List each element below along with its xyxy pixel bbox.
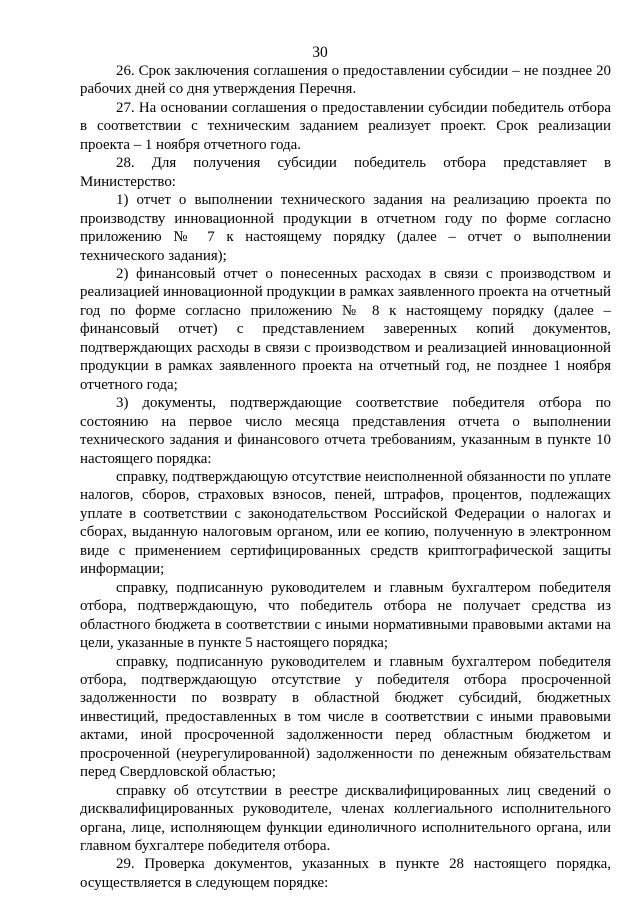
paragraph-28-item-2: 2) финансовый отчет о понесенных расходах в связи с производством и реализацией инновационной продукции в рамках заявленного проекта на отчетный год по форме согласно приложению № 8 к настоящему порядку (далее – финансовый отчет) с представлением заверенных копий документов, подтверждающих расходы в связи с производством и реализацией инновационной продукции в рамках заявленного проекта на отчетный год, не позднее 1 ноября отчетного года; bbox=[80, 265, 611, 393]
paragraph-tax-certificate: справку, подтверждающую отсутствие неисполненной обязанности по уплате налогов, сборов, страховых взносов, пеней, штрафов, процентов, подлежащих уплате в соответствии с законодательством Российской Федерации о налогах и сборах, выданную налоговым органом, или ее копию, полученную в электронном виде с применением сертифицированных средств криптографической защиты информации; bbox=[80, 468, 611, 578]
paragraph-28-item-1: 1) отчет о выполнении технического задания на реализацию проекта по производству инновационной продукции в отчетном году по форме согласно приложению № 7 к настоящему порядку (далее – отчет о выполнении технического задания); bbox=[80, 192, 611, 264]
paragraph-no-budget-funds-certificate: справку, подписанную руководителем и главным бухгалтером победителя отбора, подтверждающую, что победитель отбора не получает средства из областного бюджета в соответствии с иными нормативными правовыми актами на цели, указанные в пункте 5 настоящего порядка; bbox=[80, 579, 611, 652]
document-body bbox=[80, 62, 611, 892]
paragraph-26: 26. Срок заключения соглашения о предоставлении субсидии – не позднее 20 рабочих дней со дня утверждения Перечня. bbox=[80, 63, 611, 98]
paragraph-27: 27. На основании соглашения о предоставлении субсидии победитель отбора в соответствии с техническим заданием реализует проект. Срок реализации проекта – 1 ноября отчетного года. bbox=[80, 99, 611, 153]
paragraph-28-item-3: 3) документы, подтверждающие соответствие победителя отбора по состоянию на первое число месяца представления отчета о выполнении технического задания и финансового отчета требованиям, указанным в пункте 10 настоящего порядка: bbox=[80, 395, 611, 467]
paragraph-no-debt-certificate: справку, подписанную руководителем и главным бухгалтером победителя отбора, подтверждающую отсутствие у победителя отбора просроченной задолженности по возврату в областной бюджет субсидий, бюджетных инвестиций, предоставленных в том числе в соответствии с иными правовыми актами, иной просроченной задолженности перед областным бюджетом и просроченной (неурегулированной) задолженности по денежным обязательствам перед Свердловской областью; bbox=[80, 653, 611, 781]
page-number: 30 bbox=[312, 44, 328, 61]
paragraph-disqualified-persons-certificate: справку об отсутствии в реестре дисквалифицированных лиц сведений о дисквалифицированных руководителе, членах коллегиального исполнительного органа, лице, исполняющем функции единоличного исполнительного органа, или главном бухгалтере победителя отбора. bbox=[80, 782, 611, 855]
paragraph-28: 28. Для получения субсидии победитель отбора представляет в Министерство: bbox=[80, 155, 611, 190]
paragraph-29: 29. Проверка документов, указанных в пункте 28 настоящего порядка, осуществляется в следующем порядке: bbox=[80, 856, 611, 891]
